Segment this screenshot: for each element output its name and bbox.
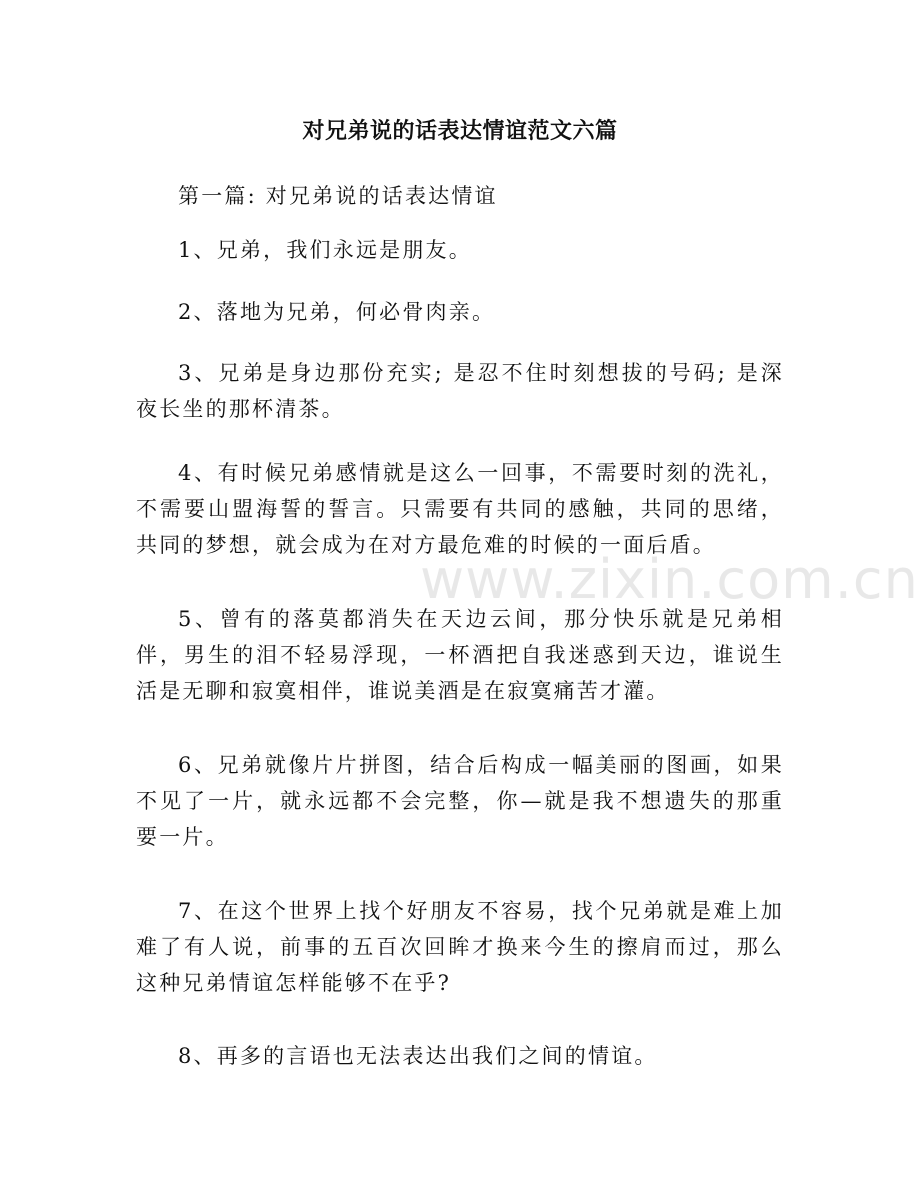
paragraph-8: 8、再多的言语也无法表达出我们之间的情谊。 xyxy=(178,1044,658,1068)
paragraph-2: 2、落地为兄弟，何必骨肉亲。 xyxy=(178,300,496,324)
paragraph-3: 3、兄弟是身边那份充实; 是忍不住时刻想拔的号码; 是深夜长坐的那杯清茶。 xyxy=(136,361,784,421)
paragraph-7: 7、在这个世界上找个好朋友不容易，找个兄弟就是难上加难了有人说，前事的五百次回眸才换来今生的擦肩而过，那么这种兄弟情谊怎样能够不在乎? xyxy=(136,899,784,995)
paragraph-6: 6、兄弟就像片片拼图，结合后构成一幅美丽的图画，如果不见了一片，就永远都不会完整，你—就是我不想遗失的那重要一片。 xyxy=(136,753,784,849)
paragraph-1: 1、兄弟，我们永远是朋友。 xyxy=(178,238,472,262)
paragraph-4: 4、有时候兄弟感情就是这么一回事，不需要时刻的洗礼，不需要山盟海誓的誓言。只需要有共同的感触，共同的思绪，共同的梦想，就会成为在对方最危难的时候的一面后盾。 xyxy=(136,461,784,557)
document-title: 对兄弟说的话表达情谊范文六篇 xyxy=(302,119,618,144)
watermark: www.zixin.com.cn xyxy=(420,548,919,611)
section-heading: 第一篇: 对兄弟说的话表达情谊 xyxy=(178,184,498,208)
paragraph-5: 5、曾有的落莫都消失在天边云间，那分快乐就是兄弟相伴，男生的泪不轻易浮现，一杯酒把自我迷惑到天边，谁说生活是无聊和寂寞相伴，谁说美酒是在寂寞痛苦才灌。 xyxy=(136,607,784,703)
